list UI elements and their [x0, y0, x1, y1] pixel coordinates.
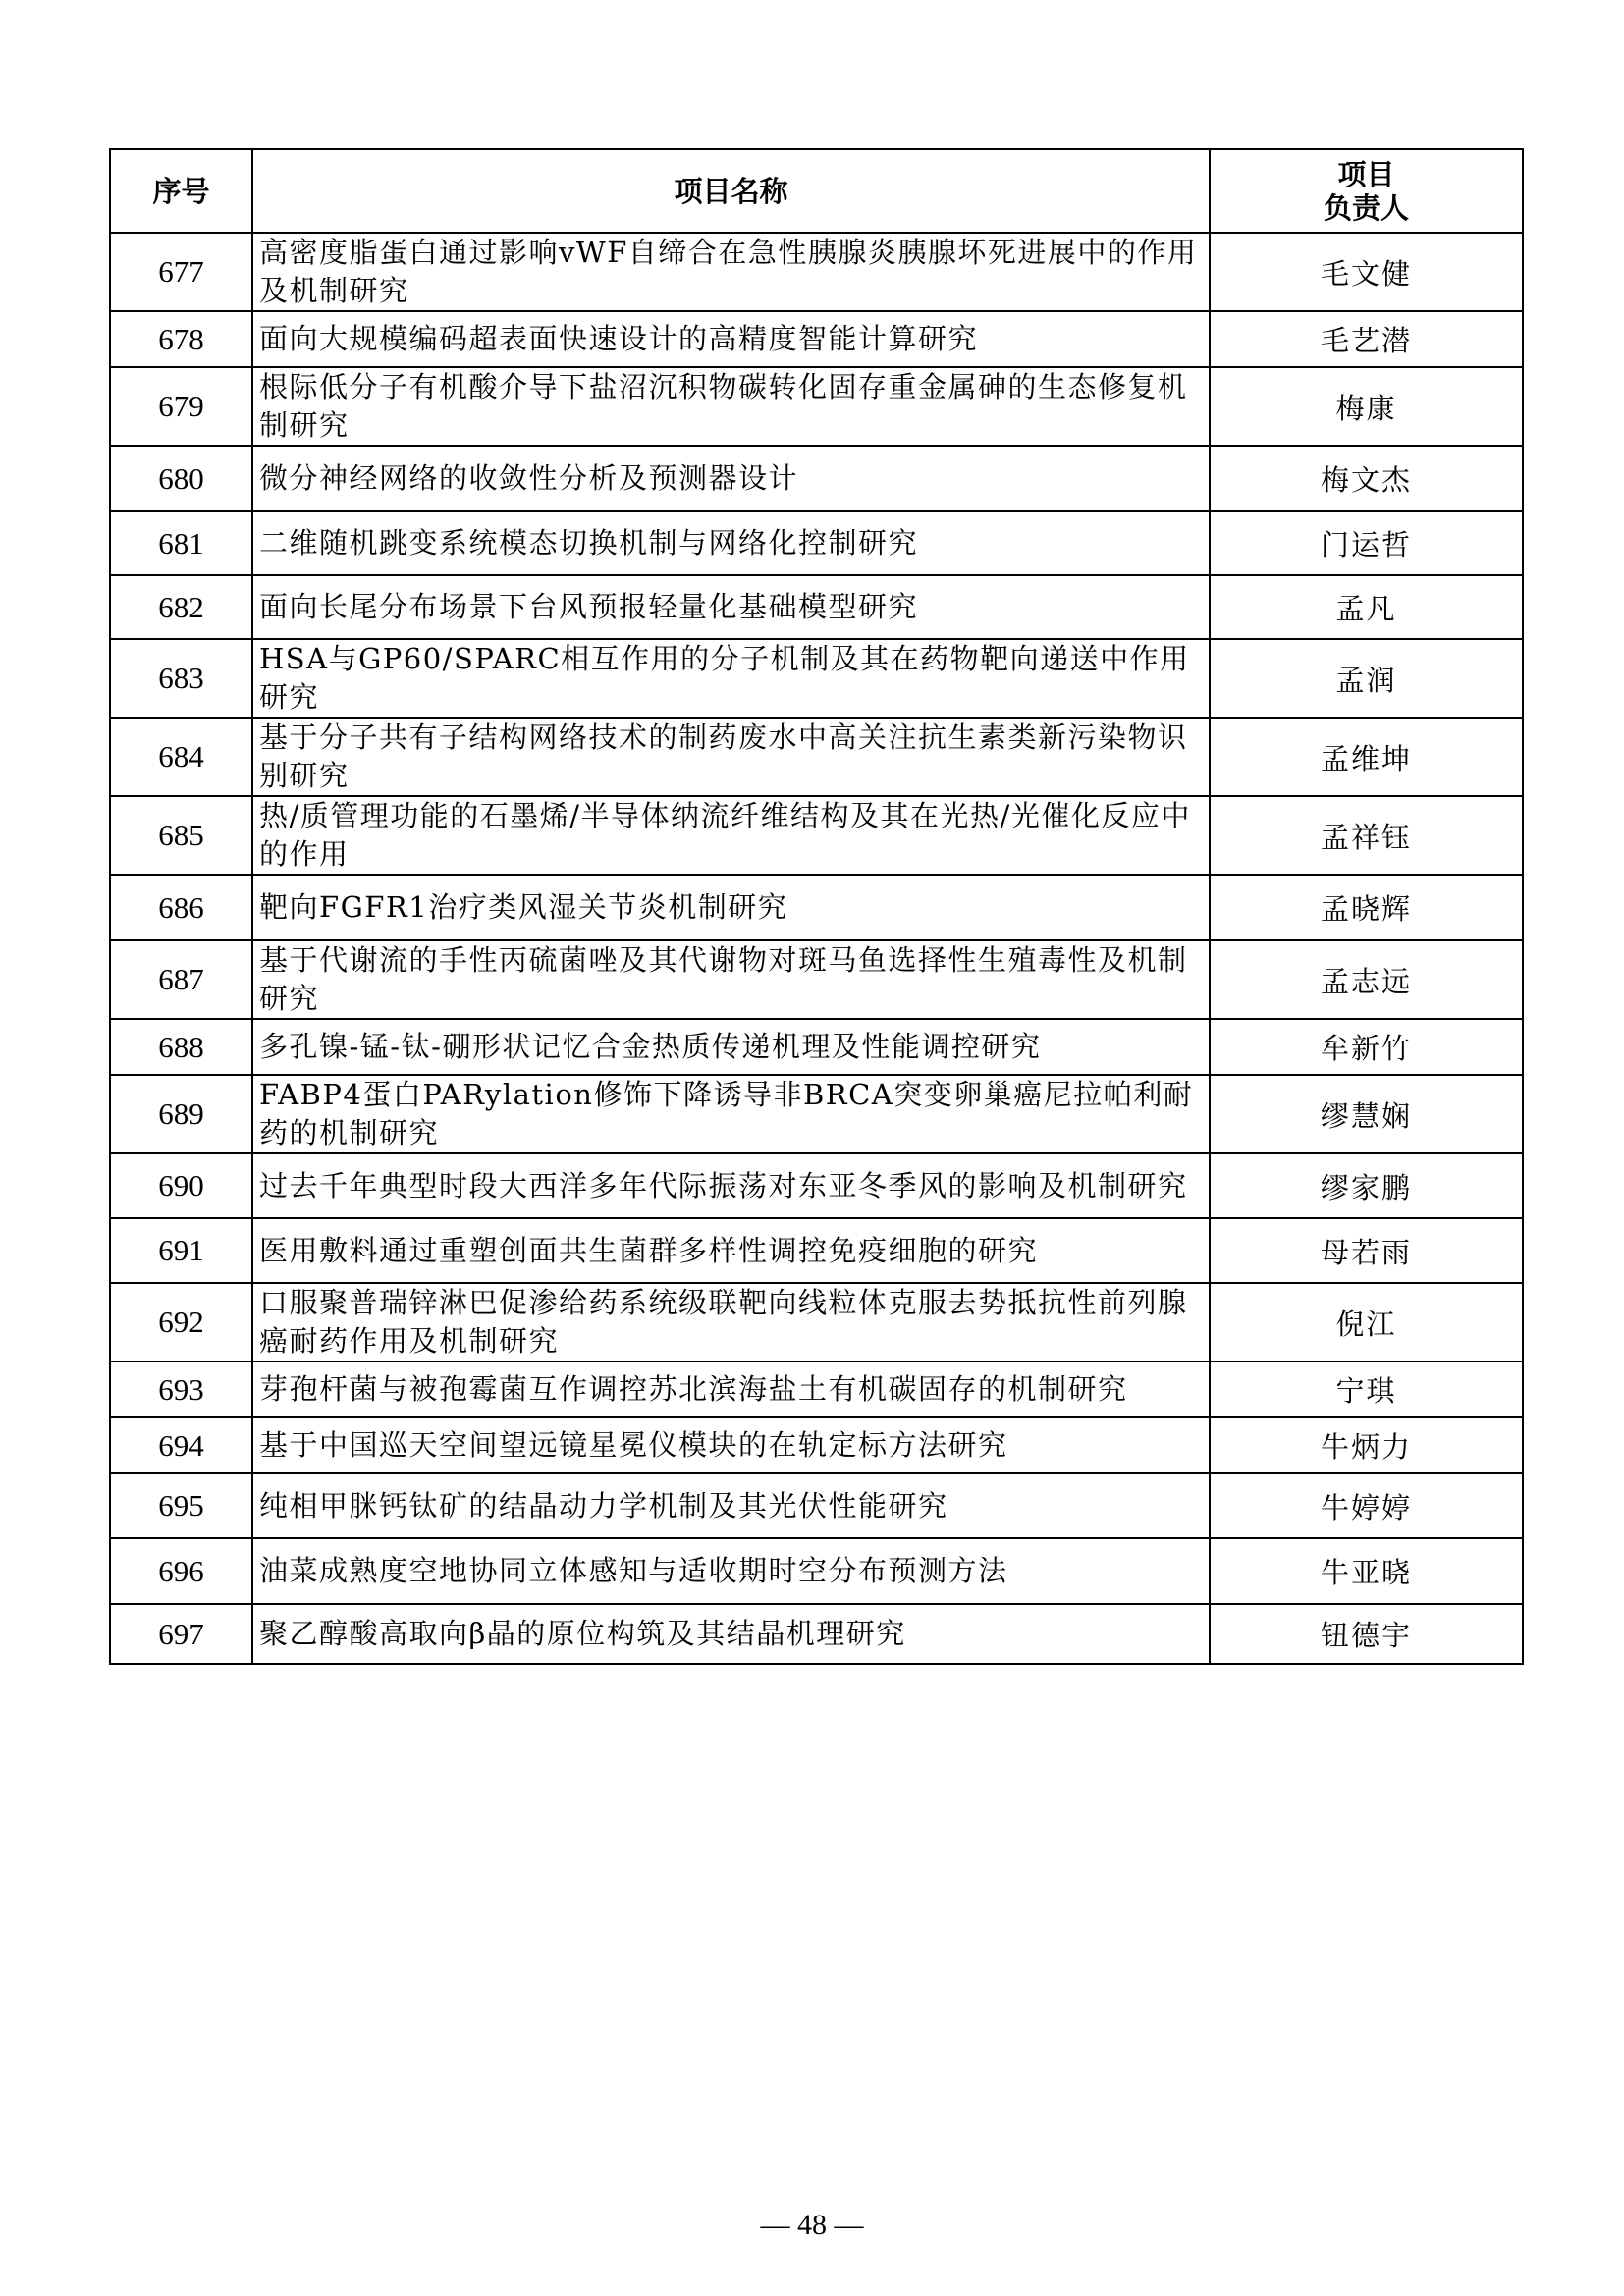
table-row	[110, 1473, 1523, 1538]
table-row	[110, 1362, 1523, 1417]
row-number: 684	[110, 718, 252, 796]
project-name: FABP4蛋白PARylation修饰下降诱导非BRCA突变卵巢癌尼拉帕利耐药的机制研究	[252, 1075, 1210, 1153]
table-row	[110, 233, 1523, 311]
table-header-row	[110, 149, 1523, 233]
project-name: 根际低分子有机酸介导下盐沼沉积物碳转化固存重金属砷的生态修复机制研究	[252, 367, 1210, 446]
row-number: 683	[110, 639, 252, 718]
table-row	[110, 311, 1523, 367]
project-lead: 毛艺潜	[1210, 311, 1523, 367]
row-number: 677	[110, 233, 252, 311]
row-number: 680	[110, 446, 252, 511]
table-row	[110, 1019, 1523, 1075]
row-number: 695	[110, 1473, 252, 1538]
project-name: 多孔镍-锰-钛-硼形状记忆合金热质传递机理及性能调控研究	[252, 1019, 1210, 1075]
header-lead	[1210, 149, 1523, 233]
table-row	[110, 1153, 1523, 1218]
project-table	[109, 148, 1524, 1665]
table-row	[110, 575, 1523, 639]
project-name: 靶向FGFR1治疗类风湿关节炎机制研究	[252, 875, 1210, 940]
header-lead-line1: 项目	[1337, 157, 1395, 191]
project-name: 二维随机跳变系统模态切换机制与网络化控制研究	[252, 511, 1210, 575]
table-row	[110, 718, 1523, 796]
table-row	[110, 367, 1523, 446]
row-number: 688	[110, 1019, 252, 1075]
project-name: 油菜成熟度空地协同立体感知与适收期时空分布预测方法	[252, 1538, 1210, 1604]
project-name: 面向长尾分布场景下台风预报轻量化基础模型研究	[252, 575, 1210, 639]
row-number: 678	[110, 311, 252, 367]
project-lead: 孟志远	[1210, 940, 1523, 1019]
project-lead: 孟晓辉	[1210, 875, 1523, 940]
project-lead: 母若雨	[1210, 1218, 1523, 1283]
project-name: HSA与GP60/SPARC相互作用的分子机制及其在药物靶向递送中作用研究	[252, 639, 1210, 718]
table-row	[110, 1218, 1523, 1283]
table-body	[110, 233, 1523, 1664]
table-row	[110, 1283, 1523, 1362]
table-row	[110, 1604, 1523, 1664]
project-lead: 梅康	[1210, 367, 1523, 446]
project-lead: 缪慧娴	[1210, 1075, 1523, 1153]
table-row	[110, 1538, 1523, 1604]
row-number: 681	[110, 511, 252, 575]
row-number: 697	[110, 1604, 252, 1664]
project-lead: 梅文杰	[1210, 446, 1523, 511]
project-name: 纯相甲脒钙钛矿的结晶动力学机制及其光伏性能研究	[252, 1473, 1210, 1538]
row-number: 679	[110, 367, 252, 446]
project-lead: 牟新竹	[1210, 1019, 1523, 1075]
table-row	[110, 446, 1523, 511]
row-number: 689	[110, 1075, 252, 1153]
project-lead: 门运哲	[1210, 511, 1523, 575]
row-number: 694	[110, 1417, 252, 1473]
project-lead: 孟凡	[1210, 575, 1523, 639]
project-lead: 孟祥钰	[1210, 796, 1523, 875]
project-lead: 孟维坤	[1210, 718, 1523, 796]
project-name: 聚乙醇酸高取向β晶的原位构筑及其结晶机理研究	[252, 1604, 1210, 1664]
project-lead: 毛文健	[1210, 233, 1523, 311]
page-number: — 48 —	[760, 2209, 864, 2241]
row-number: 685	[110, 796, 252, 875]
row-number: 687	[110, 940, 252, 1019]
project-name: 基于代谢流的手性丙硫菌唑及其代谢物对斑马鱼选择性生殖毒性及机制研究	[252, 940, 1210, 1019]
header-name: 项目名称	[252, 149, 1210, 233]
row-number: 682	[110, 575, 252, 639]
project-name: 过去千年典型时段大西洋多年代际振荡对东亚冬季风的影响及机制研究	[252, 1153, 1210, 1218]
project-lead: 钮德宇	[1210, 1604, 1523, 1664]
row-number: 692	[110, 1283, 252, 1362]
header-num: 序号	[110, 149, 252, 233]
table-row	[110, 940, 1523, 1019]
project-lead: 缪家鹏	[1210, 1153, 1523, 1218]
header-lead-line2: 负责人	[1323, 190, 1409, 225]
row-number: 690	[110, 1153, 252, 1218]
project-name: 面向大规模编码超表面快速设计的高精度智能计算研究	[252, 311, 1210, 367]
table-row	[110, 639, 1523, 718]
project-name: 口服聚普瑞锌淋巴促渗给药系统级联靶向线粒体克服去势抵抗性前列腺癌耐药作用及机制研究	[252, 1283, 1210, 1362]
project-lead: 牛亚晓	[1210, 1538, 1523, 1604]
project-name: 高密度脂蛋白通过影响vWF自缔合在急性胰腺炎胰腺坏死进展中的作用及机制研究	[252, 233, 1210, 311]
row-number: 693	[110, 1362, 252, 1417]
table-row	[110, 875, 1523, 940]
table-row	[110, 1417, 1523, 1473]
project-name: 基于分子共有子结构网络技术的制药废水中高关注抗生素类新污染物识别研究	[252, 718, 1210, 796]
table-row	[110, 796, 1523, 875]
project-name: 基于中国巡天空间望远镜星冕仪模块的在轨定标方法研究	[252, 1417, 1210, 1473]
project-lead: 倪江	[1210, 1283, 1523, 1362]
project-name: 医用敷料通过重塑创面共生菌群多样性调控免疫细胞的研究	[252, 1218, 1210, 1283]
row-number: 686	[110, 875, 252, 940]
project-name: 热/质管理功能的石墨烯/半导体纳流纤维结构及其在光热/光催化反应中的作用	[252, 796, 1210, 875]
project-lead: 牛婷婷	[1210, 1473, 1523, 1538]
project-name: 微分神经网络的收敛性分析及预测器设计	[252, 446, 1210, 511]
project-lead: 孟润	[1210, 639, 1523, 718]
table-row	[110, 511, 1523, 575]
table-row	[110, 1075, 1523, 1153]
project-lead: 牛炳力	[1210, 1417, 1523, 1473]
row-number: 696	[110, 1538, 252, 1604]
project-name: 芽孢杆菌与被孢霉菌互作调控苏北滨海盐土有机碳固存的机制研究	[252, 1362, 1210, 1417]
project-lead: 宁琪	[1210, 1362, 1523, 1417]
row-number: 691	[110, 1218, 252, 1283]
